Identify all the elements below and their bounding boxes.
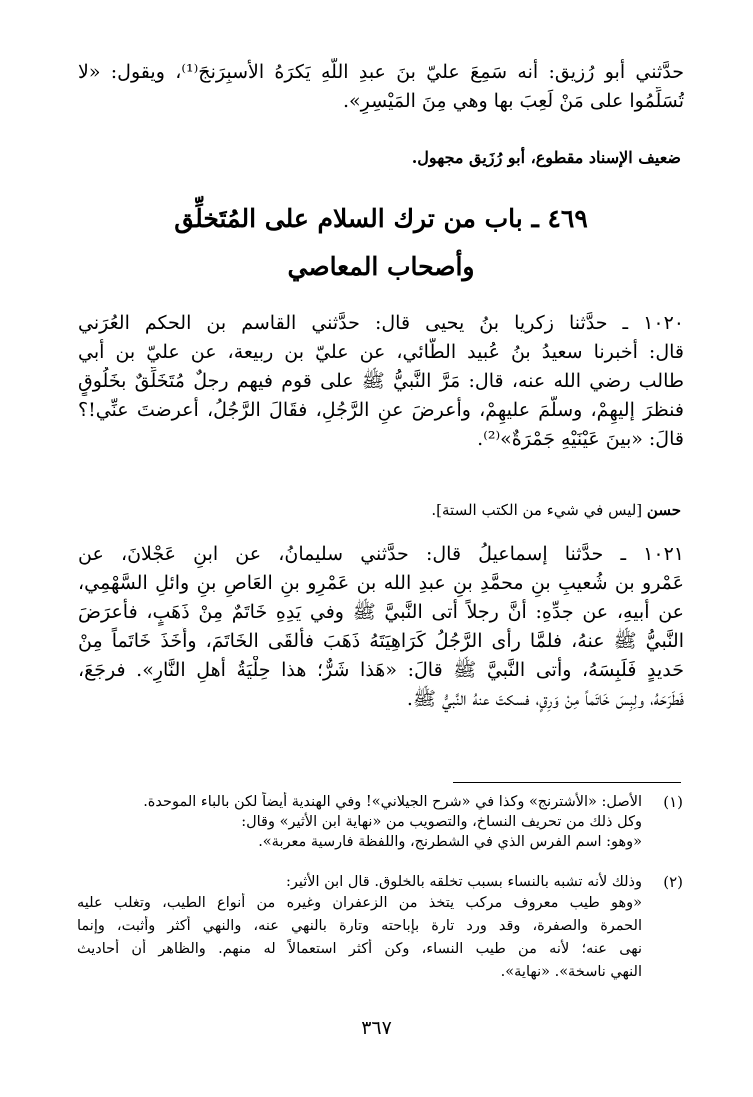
footnote-line: النهي ناسخة». «نهاية». bbox=[500, 964, 642, 980]
footnote-number: (٢) bbox=[663, 873, 683, 891]
text-line: قال: أخبرنا سعيدُ بنُ عُبيد الطَّائي، عن عليّ بن ربيعة، عن عليّ بن أبي bbox=[78, 341, 684, 363]
grade-note: [ليس في شيء من الكتب الستة]. bbox=[431, 501, 643, 519]
grade-label: حسن bbox=[646, 501, 681, 519]
text-line: فَطَرَحَهُ، ولِبِسَ خَاتَماً مِنْ وَرِقٍ، فسكتَ عنهُ النَّبيُّ ﷺ. bbox=[406, 688, 684, 710]
footnote-line: «وهو: اسم الفرس الذي في الشطرنج، واللفظة فارسية معربة». bbox=[258, 834, 642, 850]
chapter-title-line1: ٤٦٩ ـ باب من ترك السلام على المُتَخلِّق bbox=[174, 204, 588, 233]
footnote-line: الأصل: «الأشترنج» وكذا في «شرح الجيلاني»! وفي الهندية أيضاً لكن بالباء الموحدة. bbox=[143, 794, 642, 810]
text-line: حدَّثني أبو رُزيق: أنه سَمِعَ عليّ بنَ عبدِ اللّهِ يَكرَهُ الأسبِرَنجَ⁽¹⁾، ويقول: «لا bbox=[78, 61, 684, 83]
page-number: ٣٦٧ bbox=[361, 1017, 392, 1039]
text-line: تُسَلِّمُوا على مَنْ لَعِبَ بها وهي مِنَ المَيْسِرِ». bbox=[343, 90, 684, 112]
text-line: قالَ: «بينَ عَيْنَيْهِ جَمْرَةٌ»⁽²⁾. bbox=[477, 428, 684, 450]
footnote-line: وذلك لأنه تشبه بالنساء بسبب تخلقه بالخلوق. قال ابن الأثير: bbox=[285, 874, 642, 890]
text-line: طالب رضي الله عنه، قال: مَرَّ النَّبيُّ ﷺ على قوم فيهم رجلٌ مُتَخَلِّقٌ بخَلُوقٍ bbox=[78, 370, 684, 392]
footnote-line: الحمرة والصفرة، وقد ورد تارة بإباحته وتارة بالنهي عنه، والنهي أكثر وأثبت، وإنما bbox=[77, 918, 642, 934]
footnote-line: وكل ذلك من تحريف النساخ، والتصويب من «نهاية ابن الأثير» وقال: bbox=[241, 814, 642, 830]
top-paragraph bbox=[78, 58, 684, 116]
text-line: حَديدٍ فَلَبِسَهُ، وأتى النَّبيَّ ﷺ قالَ: «هَذا شَرٌّ؛ هذا حِلْيَةُ أهلِ النَّارِ». فرجَعَ، bbox=[78, 659, 684, 681]
footnote-number: (١) bbox=[663, 793, 683, 811]
footnote-line: نهى عنه؛ لأنه من طيب النساء، وكن أكثر استعمالاً له منهم. والظاهر أن أحاديث bbox=[77, 941, 642, 957]
text-line: فنظرَ إليهِمْ، وسلَّمَ عليهِمْ، وأعرضَ عنِ الرَّجُلِ، فقَالَ الرَّجُلُ، أعرضتَ عنِّي!؟ bbox=[78, 399, 684, 421]
text-line: عَمْرو بن شُعيبِ بنِ محمَّدِ بنِ عبدِ الله بن عَمْرِو بنِ العَاصِ بنِ وائلِ السَّهْمِي، bbox=[78, 572, 684, 594]
text-line: عن أبيهِ، عن جدِّهِ: أنَّ رجلاً أتى النَّبيَّ ﷺ وفي يَدِهِ خَاتَمٌ مِنْ ذَهَبٍ، فأَعرَضَ bbox=[78, 601, 684, 623]
grade-line bbox=[431, 500, 681, 520]
footnote-divider bbox=[453, 782, 681, 783]
hadith-1020 bbox=[78, 309, 684, 454]
grade-line: ضعيف الإسناد مقطوع، أبو رُزَيق مجهول. bbox=[411, 148, 681, 167]
footnote-line: «وهو طيب معروف مركب يتخذ من الزعفران وغيره من أنواع الطيب، وتغلب عليه bbox=[77, 895, 642, 911]
hadith-1021 bbox=[78, 540, 684, 714]
text-line: ١٠٢١ ـ حدَّثنا إسماعيلُ قال: حدَّثني سليمانُ، عن ابنِ عَجْلانَ، عن bbox=[78, 543, 684, 565]
text-line: النَّبيُّ ﷺ عنهُ، فلمَّا رأى الرَّجُلُ كَرَاهِيَتَهُ ذَهَبَ فألقَى الخَاتَمَ، وأَخَذَ خَاتَماً مِنْ bbox=[78, 630, 684, 652]
text-line: ١٠٢٠ ـ حدَّثنا زكريا بنُ يحيى قال: حدَّثني القاسم بن الحكم العُرَني bbox=[78, 312, 684, 334]
chapter-title-line2: وأصحاب المعاصي bbox=[287, 252, 475, 281]
